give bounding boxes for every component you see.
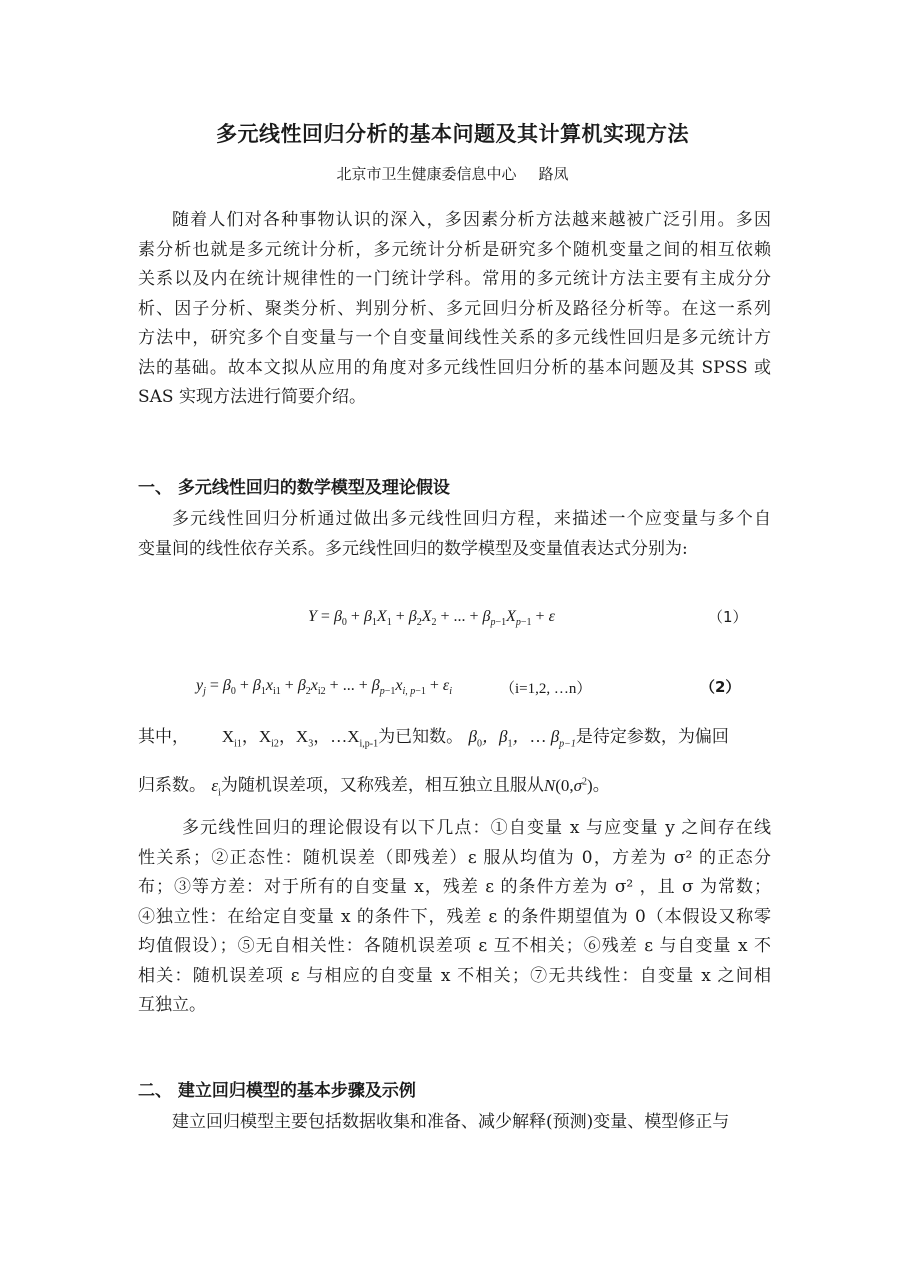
residual-text: 为随机误差项，又称残差，相互独立且服从: [220, 775, 544, 796]
paragraph-line: SAS 实现方法进行简要介绍。: [138, 387, 366, 407]
known-prefix: 其中，: [138, 727, 189, 747]
paragraph-line: 建立回归模型主要包括数据收集和准备、减少解释(预测)变量、模型修正与: [172, 1112, 730, 1132]
known-vars-suffix: 为已知数。: [378, 727, 464, 747]
section2-paragraph: [138, 1108, 771, 1138]
paragraph-line: 多元线性回归分析通过做出多元线性回归方程，来描述一个应变量与多个自: [172, 509, 771, 529]
author-line: [0, 163, 905, 184]
author-name: 路凤: [538, 165, 569, 183]
paragraph-line: ④独立性：在给定自变量 x 的条件下，残差 ε 的条件期望值为 0（本假设又称零: [138, 906, 771, 927]
document-title: 多元线性回归分析的基本问题及其计算机实现方法: [216, 122, 689, 146]
paragraph-line: 关系以及内在统计规律性的一门统计学科。常用的多元统计方法主要有主成分分: [138, 269, 771, 289]
intro-paragraph: [138, 206, 771, 413]
coef-text: 归系数。: [138, 775, 206, 796]
paragraph-line: 相关：随机误差项 ε 与相应的自变量 x 不相关；⑦无共线性：自变量 x 之间相: [138, 965, 771, 986]
beta-params: $\beta_0$，$\beta_1$，… $\beta_{p-1}$: [468, 727, 576, 750]
equation-1: $Y = \beta_0 + \beta_1X_1 + \beta_2X_2$ + ... + $\beta_{p-1}X_{p-1} + \varepsilon$: [308, 608, 555, 629]
equation-2-index: （i=1,2, …n）: [500, 681, 592, 697]
author-organization: 北京市卫生健康委信息中心: [336, 165, 517, 183]
paragraph-line: 随着人们对各种事物认识的深入，多因素分析方法越来越被广泛引用。多因: [172, 210, 771, 230]
known-variables-line-2: [138, 767, 771, 808]
section-heading-1: 一、 多元线性回归的数学模型及理论假设: [138, 478, 450, 498]
assumptions-paragraph: [138, 814, 771, 1021]
paragraph-line: 性关系；②正态性：随机误差（即残差）ε 服从均值为 0，方差为 σ² 的正态分: [138, 847, 771, 868]
paragraph-line: 均值假设）；⑤无自相关性：各随机误差项 ε 互不相关；⑥残差 ε 与自变量 x 不: [138, 936, 771, 956]
epsilon-i: $\varepsilon_i$: [211, 775, 221, 799]
section1-paragraph: [138, 505, 771, 564]
paragraph-line: 互独立。: [138, 995, 206, 1015]
period: 。: [592, 775, 610, 796]
known-variables-line-1: [138, 722, 771, 759]
params-suffix: 是待定参数，为偏回: [575, 727, 729, 747]
equation-1-number: （1）: [708, 608, 748, 626]
paragraph-line: 多元线性回归的理论假设有以下几点：①自变量 x 与应变量 y 之间存在线: [182, 818, 771, 838]
normal-distribution: $N(0,\sigma^2)$: [543, 775, 593, 795]
paragraph-line: 法的基础。故本文拟从应用的角度对多元线性回归分析的基本问题及其 SPSS 或: [138, 357, 771, 378]
paragraph-line: 析、因子分析、聚类分析、判别分析、多元回归分析及路径分析等。在这一系列: [138, 298, 771, 319]
equation-2: $y_j = \beta_0 + \beta_1x_{i1} + \beta_2x_{i2}$ + ... + $\beta_{p-1}x_{i, p-1} + \varepsilon_i$: [196, 677, 452, 698]
equation-2-number: （2）: [700, 678, 741, 696]
known-vars: $X_{i1}$，$X_{i2}$，$X_3$，$\dots X_{i,p-1}$: [221, 727, 379, 750]
paragraph-line: 方法中，研究多个自变量与一个自变量间线性关系的多元线性回归是多元统计方: [138, 328, 771, 348]
paragraph-line: 素分析也就是多元统计分析，多元统计分析是研究多个随机变量之间的相互依赖: [138, 239, 771, 260]
paragraph-line: 变量间的线性依存关系。多元线性回归的数学模型及变量值表达式分别为:: [138, 538, 688, 559]
paragraph-line: 布；③等方差：对于所有的自变量 x，残差 ε 的条件方差为 σ² ，且 σ 为常数；: [138, 877, 771, 897]
section-heading-2: 二、 建立回归模型的基本步骤及示例: [138, 1081, 416, 1101]
